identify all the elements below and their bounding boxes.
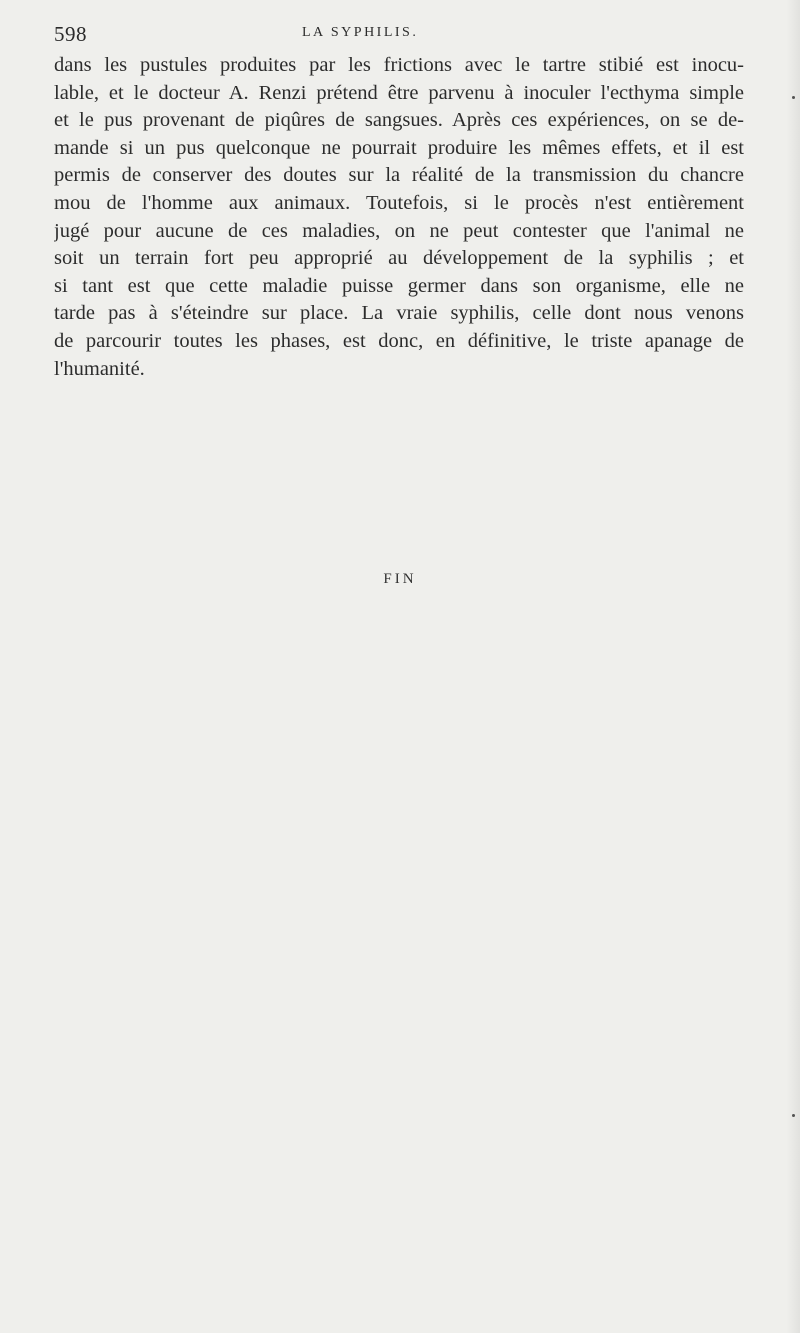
text-line: si tant est que cette maladie puisse germer dans son organisme, elle ne (54, 274, 744, 297)
end-mark: FIN (383, 571, 417, 587)
text-line: jugé pour aucune de ces maladies, on ne peut contester que l'animal ne (54, 219, 744, 242)
text-line: tarde pas à s'éteindre sur place. La vraie syphilis, celle dont nous venons (54, 302, 744, 325)
text-line: l'humanité. (54, 357, 145, 380)
text-line: mou de l'homme aux animaux. Toutefois, si le procès n'est entièrement (54, 191, 744, 214)
text-line: de parcourir toutes les phases, est donc, en définitive, le triste apanage de (54, 329, 744, 352)
text-line: soit un terrain fort peu approprié au développement de la syphilis ; et (54, 247, 744, 270)
text-line: mande si un pus quelconque ne pourrait produire les mêmes effets, et il est (54, 136, 744, 159)
text-line: et le pus provenant de piqûres de sangsues. Après ces expériences, on se de- (54, 109, 744, 132)
running-title: LA SYPHILIS. (302, 25, 419, 40)
page-edge-shadow (786, 0, 800, 1333)
text-line: permis de conserver des doutes sur la réalité de la transmission du chancre (54, 164, 744, 187)
text-line: dans les pustules produites par les frictions avec le tartre stibié est inocu- (54, 54, 744, 76)
running-head (54, 22, 744, 46)
page-number: 598 (54, 22, 87, 46)
body-paragraph (54, 52, 744, 383)
text-line: lable, et le docteur A. Renzi prétend être parvenu à inoculer l'ecthyma simple (54, 81, 744, 104)
